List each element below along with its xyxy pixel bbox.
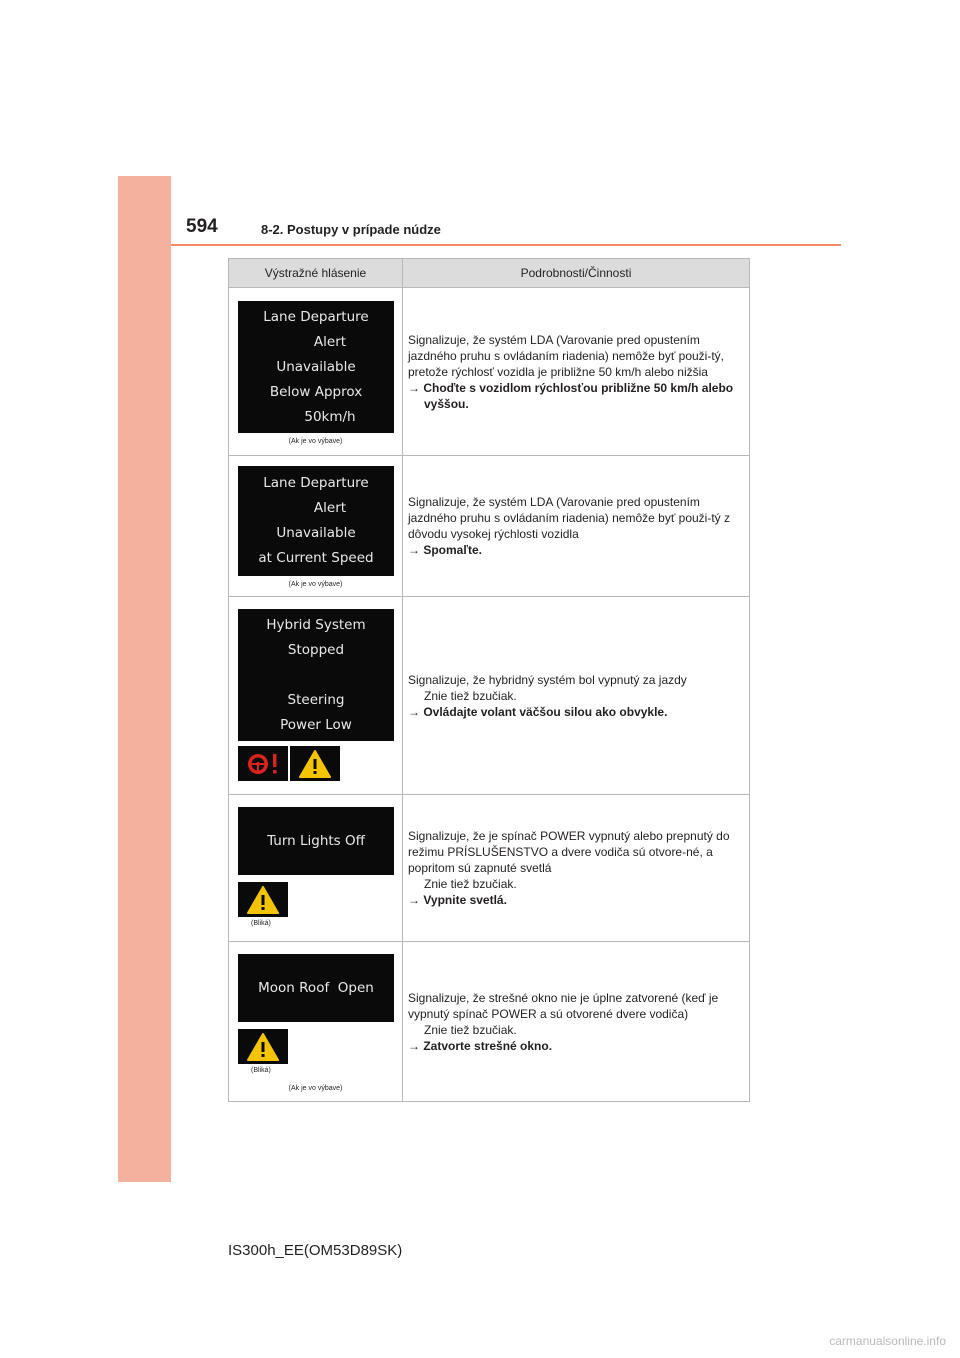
display-screen [238, 301, 394, 433]
page-number: 594 [186, 216, 218, 237]
action-instruction [408, 1038, 743, 1054]
screen-line: 50km/h [304, 408, 356, 425]
action-text: Ovládajte volant väčšou silou ako obvykle. [423, 704, 668, 719]
screen-line: Turn Lights Off [267, 832, 365, 849]
display-screen [238, 807, 394, 875]
screen-line: Lane Departure [263, 308, 369, 325]
details-cell [403, 288, 750, 456]
buzzer-note: Znie tiež bzučiak. [424, 1022, 517, 1037]
column-header-details: Podrobnosti/Činnosti [403, 259, 750, 288]
screen-line: Hybrid System [266, 616, 366, 633]
screen-line [314, 663, 318, 688]
message-cell [229, 942, 403, 1102]
action-text: Spomaľte. [423, 543, 482, 557]
description-text: Signalizuje, že strešné okno nie je úplne zatvorené (keď je vypnutý spínač POWER a sú otvorené dvere vodiča) [408, 990, 719, 1021]
arrow-icon: → [408, 1038, 420, 1053]
indicator-icons [238, 746, 402, 781]
action-instruction [408, 704, 743, 720]
screen-line: Unavailable [276, 358, 356, 375]
details-cell [403, 942, 750, 1102]
buzzer-note: Znie tiež bzučiak. [424, 688, 517, 703]
footer-manual-id: IS300h_EE(OM53D89SK) [228, 1242, 403, 1259]
message-cell [229, 597, 403, 795]
screen-line: Moon Roof Open [258, 979, 374, 996]
action-instruction [408, 542, 743, 558]
arrow-icon: → [408, 380, 420, 395]
watermark: carmanualsonline.info [829, 1334, 946, 1348]
screen-line: Alert [313, 500, 347, 516]
screen-line: Lane Departure [263, 475, 369, 491]
message-cell [229, 288, 403, 456]
indicator-icons [238, 1029, 402, 1064]
column-header-message: Výstražné hlásenie [229, 259, 403, 288]
action-text: Choďte s vozidlom rýchlosťou približne 50 km/h alebo vyššou. [423, 380, 734, 411]
table-row [229, 456, 750, 597]
arrow-icon: → [408, 893, 420, 907]
screen-line: Steering [287, 691, 345, 708]
action-instruction [408, 892, 743, 908]
warning-messages-table [228, 258, 750, 1102]
section-title: 8-2. Postupy v prípade núdze [261, 222, 441, 237]
display-screen [238, 609, 394, 741]
arrow-icon: → [408, 543, 420, 557]
message-cell [229, 456, 403, 597]
action-text: Zatvorte strešné okno. [423, 1038, 553, 1053]
screen-line: Alert [313, 333, 347, 350]
header-rule [171, 244, 841, 246]
display-screen [238, 466, 394, 576]
buzzer-note: Znie tiež bzučiak. [424, 877, 517, 891]
table-header-row [229, 259, 750, 288]
screen-line: at Current Speed [258, 550, 374, 566]
warning-triangle-icon [238, 882, 288, 917]
action-text: Vypnite svetlá. [423, 893, 507, 907]
arrow-icon: → [408, 704, 420, 719]
description-text: Signalizuje, že je spínač POWER vypnutý alebo prepnutý do režimu PRÍSLUŠENSTVO a dvere vodiča sú otvore-né, a popritom sú zapnuté svetlá [408, 829, 730, 875]
details-cell [403, 597, 750, 795]
details-cell [403, 456, 750, 597]
warning-triangle-icon [290, 746, 340, 781]
table-row [229, 288, 750, 456]
steering-warning-icon [238, 746, 288, 781]
message-cell [229, 795, 403, 942]
blinking-note: (Bliká) [251, 1067, 271, 1074]
table-row [229, 795, 750, 942]
screen-line: Below Approx [269, 383, 363, 400]
screen-line: Stopped [287, 641, 345, 658]
table-row [229, 597, 750, 795]
display-screen [238, 954, 394, 1022]
screen-line: Unavailable [276, 525, 356, 541]
indicator-icons [238, 882, 402, 917]
chapter-sidebar-tab [118, 176, 171, 1182]
description-text: Signalizuje, že systém LDA (Varovanie pred opustením jazdného pruhu s ovládaním riadenia) nemôže byť použi-tý, pretože rýchlosť vozidla je približne 50 km/h alebo nižšia [408, 332, 725, 379]
action-instruction [408, 380, 743, 412]
equipment-note: (Ak je vo výbave) [288, 438, 343, 445]
equipment-note: (Ak je vo výbave) [288, 581, 343, 588]
equipment-note: (Ak je vo výbave) [288, 1085, 343, 1092]
description-text: Signalizuje, že hybridný systém bol vypnutý za jazdy [408, 672, 687, 687]
description-text: Signalizuje, že systém LDA (Varovanie pred opustením jazdného pruhu s ovládaním riadenia) nemôže byť použi-tý z dôvodu vysokej rýchlosti vozidla [408, 495, 731, 541]
warning-triangle-icon [238, 1029, 288, 1064]
screen-line: Power Low [280, 716, 352, 733]
table-row [229, 942, 750, 1102]
blinking-note: (Bliká) [251, 920, 271, 927]
details-cell [403, 795, 750, 942]
